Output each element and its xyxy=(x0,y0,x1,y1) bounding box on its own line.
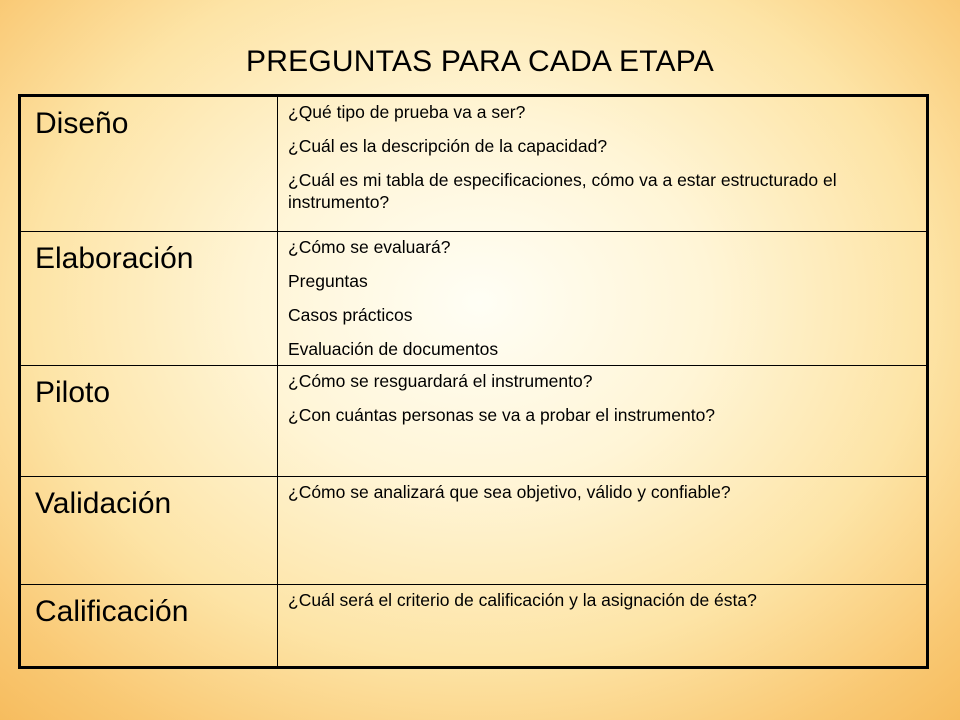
questions-cell-elaboracion xyxy=(278,232,928,366)
question-text: Evaluación de documentos xyxy=(288,339,499,359)
stage-name-validacion: Validación xyxy=(35,487,172,520)
question-text: ¿Cuál es mi tabla de especificaciones, cómo va a estar estructurado el instrumento? xyxy=(288,170,837,212)
stage-cell-diseno xyxy=(20,96,278,232)
table-row-piloto xyxy=(20,366,928,477)
questions-cell-validacion xyxy=(278,477,928,585)
stage-cell-calificacion xyxy=(20,585,278,668)
table-row-calificacion xyxy=(20,585,928,668)
question-text: ¿Cuál es la descripción de la capacidad? xyxy=(288,136,608,156)
table-row-elaboracion xyxy=(20,232,928,366)
table-row-diseno xyxy=(20,96,928,232)
question-text: ¿Cómo se analizará que sea objetivo, válido y confiable? xyxy=(288,482,731,502)
stage-name-piloto: Piloto xyxy=(35,376,111,409)
question-text: ¿Cómo se evaluará? xyxy=(288,237,451,257)
slide-title: PREGUNTAS PARA CADA ETAPA xyxy=(246,45,714,78)
stage-cell-elaboracion xyxy=(20,232,278,366)
questions-cell-diseno xyxy=(278,96,928,232)
stage-name-calificacion: Calificación xyxy=(35,595,189,628)
stage-name-elaboracion: Elaboración xyxy=(35,242,194,275)
table-row-validacion xyxy=(20,477,928,585)
stage-name-diseno: Diseño xyxy=(35,107,129,140)
stages-table xyxy=(18,94,929,669)
question-text: ¿Cómo se resguardará el instrumento? xyxy=(288,371,593,391)
question-text: ¿Cuál será el criterio de calificación y la asignación de ésta? xyxy=(288,590,757,610)
questions-cell-calificacion xyxy=(278,585,928,668)
questions-cell-piloto xyxy=(278,366,928,477)
question-text: Casos prácticos xyxy=(288,305,413,325)
question-text: ¿Con cuántas personas se va a probar el instrumento? xyxy=(288,405,716,425)
stage-cell-piloto xyxy=(20,366,278,477)
question-text: ¿Qué tipo de prueba va a ser? xyxy=(288,102,526,122)
stage-cell-validacion xyxy=(20,477,278,585)
question-text: Preguntas xyxy=(288,271,368,291)
